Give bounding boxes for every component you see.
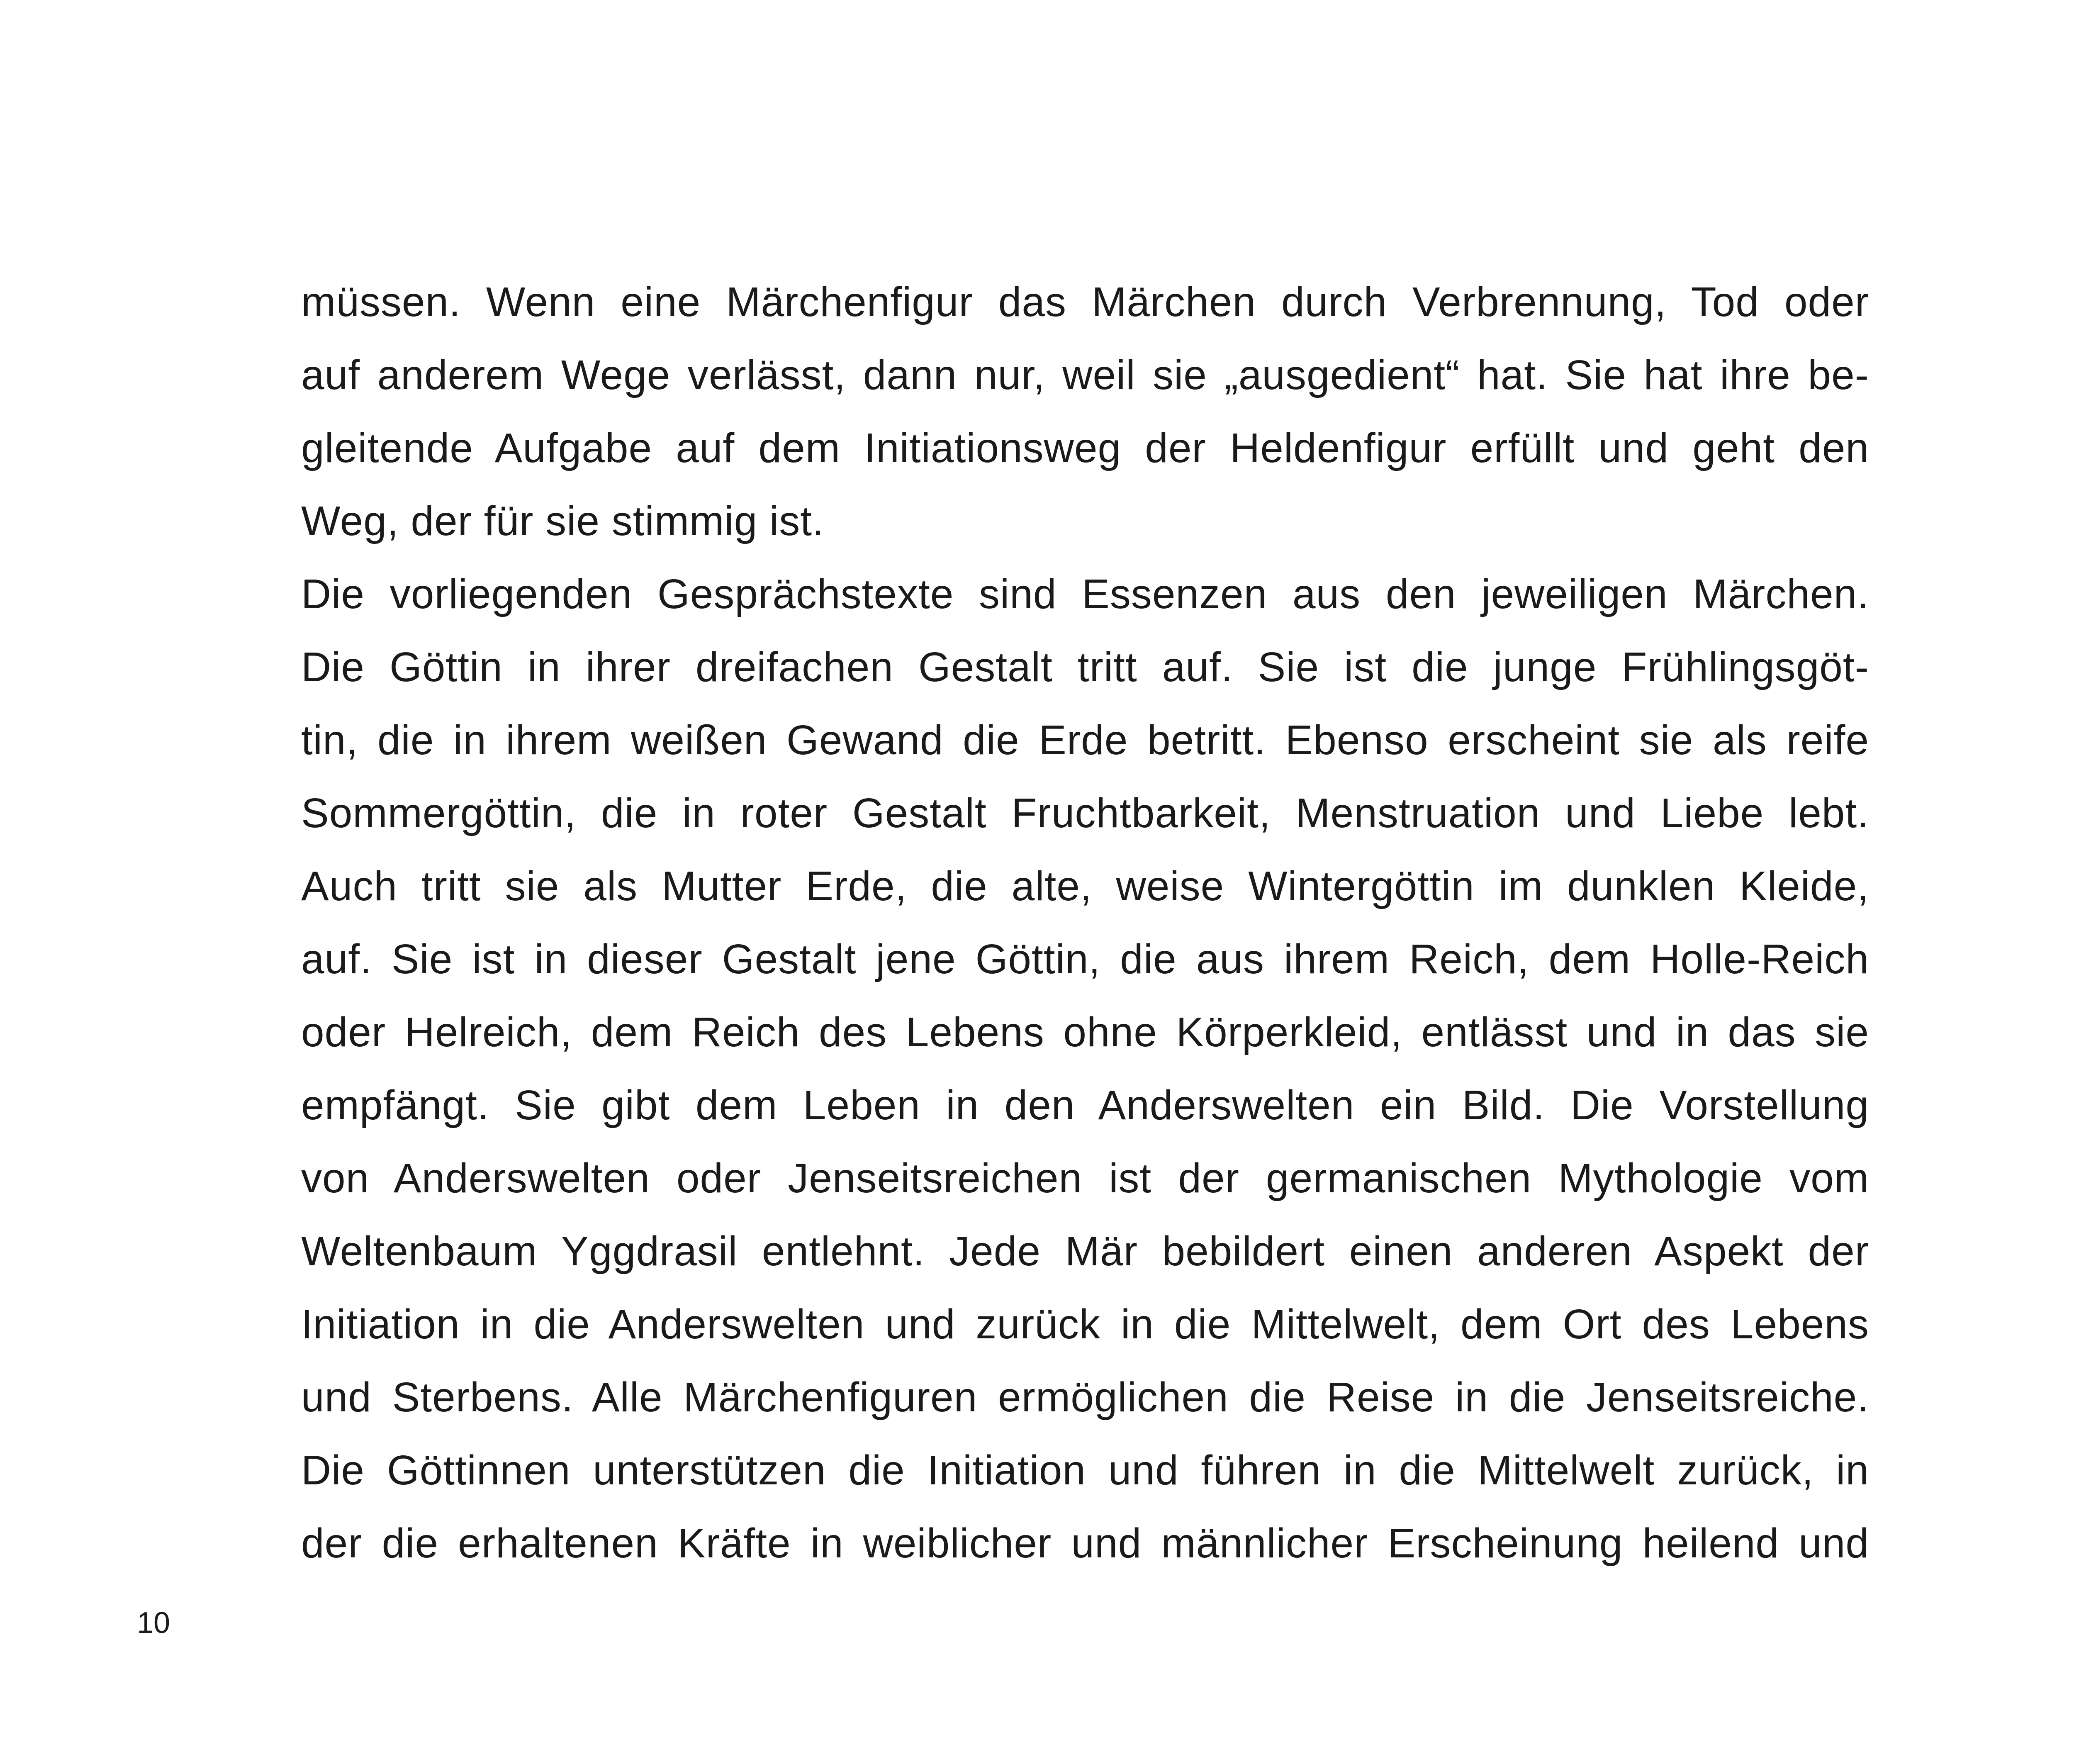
text-line: müssen. Wenn eine Märchenfigur das Märchen durch Verbrennung, Tod oder — [301, 279, 1869, 325]
text-line: Initiation in die Anderswelten und zurück in die Mittelwelt, dem Ort des Lebens — [301, 1301, 1869, 1347]
body-text — [301, 266, 1869, 1580]
text-line: Weltenbaum Yggdrasil entlehnt. Jede Mär bebildert einen anderen Aspekt der — [301, 1228, 1869, 1274]
text-line: auf. Sie ist in dieser Gestalt jene Göttin, die aus ihrem Reich, dem Holle-Reich — [301, 936, 1869, 982]
text-line: Die vorliegenden Gesprächstexte sind Essenzen aus den jeweiligen Märchen. — [301, 571, 1869, 617]
text-line: Sommergöttin, die in roter Gestalt Fruchtbarkeit, Menstruation und Liebe lebt. — [301, 790, 1869, 836]
text-line: Die Göttin in ihrer dreifachen Gestalt tritt auf. Sie ist die junge Frühlingsgöt- — [301, 644, 1869, 690]
text-line: und Sterbens. Alle Märchenfiguren ermöglichen die Reise in die Jenseitsreiche. — [301, 1374, 1869, 1420]
text-line: empfängt. Sie gibt dem Leben in den Anderswelten ein Bild. Die Vorstellung — [301, 1082, 1869, 1128]
page-number: 10 — [137, 1606, 170, 1640]
text-line: gleitende Aufgabe auf dem Initiationsweg der Heldenfigur erfüllt und geht den — [301, 425, 1869, 471]
text-line: Weg, der für sie stimmig ist. — [301, 498, 824, 544]
text-line: Die Göttinnen unterstützen die Initiation und führen in die Mittelwelt zurück, in — [301, 1447, 1869, 1494]
text-line: der die erhaltenen Kräfte in weiblicher und männlicher Erscheinung heilend und — [301, 1520, 1869, 1567]
text-line: Auch tritt sie als Mutter Erde, die alte, weise Wintergöttin im dunklen Kleide, — [301, 863, 1869, 909]
text-line: auf anderem Wege verlässt, dann nur, weil sie „ausgedient“ hat. Sie hat ihre be- — [301, 352, 1869, 398]
text-line: tin, die in ihrem weißen Gewand die Erde betritt. Ebenso erscheint sie als reife — [301, 717, 1869, 763]
text-line: von Anderswelten oder Jenseitsreichen ist der germanischen Mythologie vom — [301, 1155, 1869, 1201]
text-line: oder Helreich, dem Reich des Lebens ohne Körperkleid, entlässt und in das sie — [301, 1009, 1869, 1055]
